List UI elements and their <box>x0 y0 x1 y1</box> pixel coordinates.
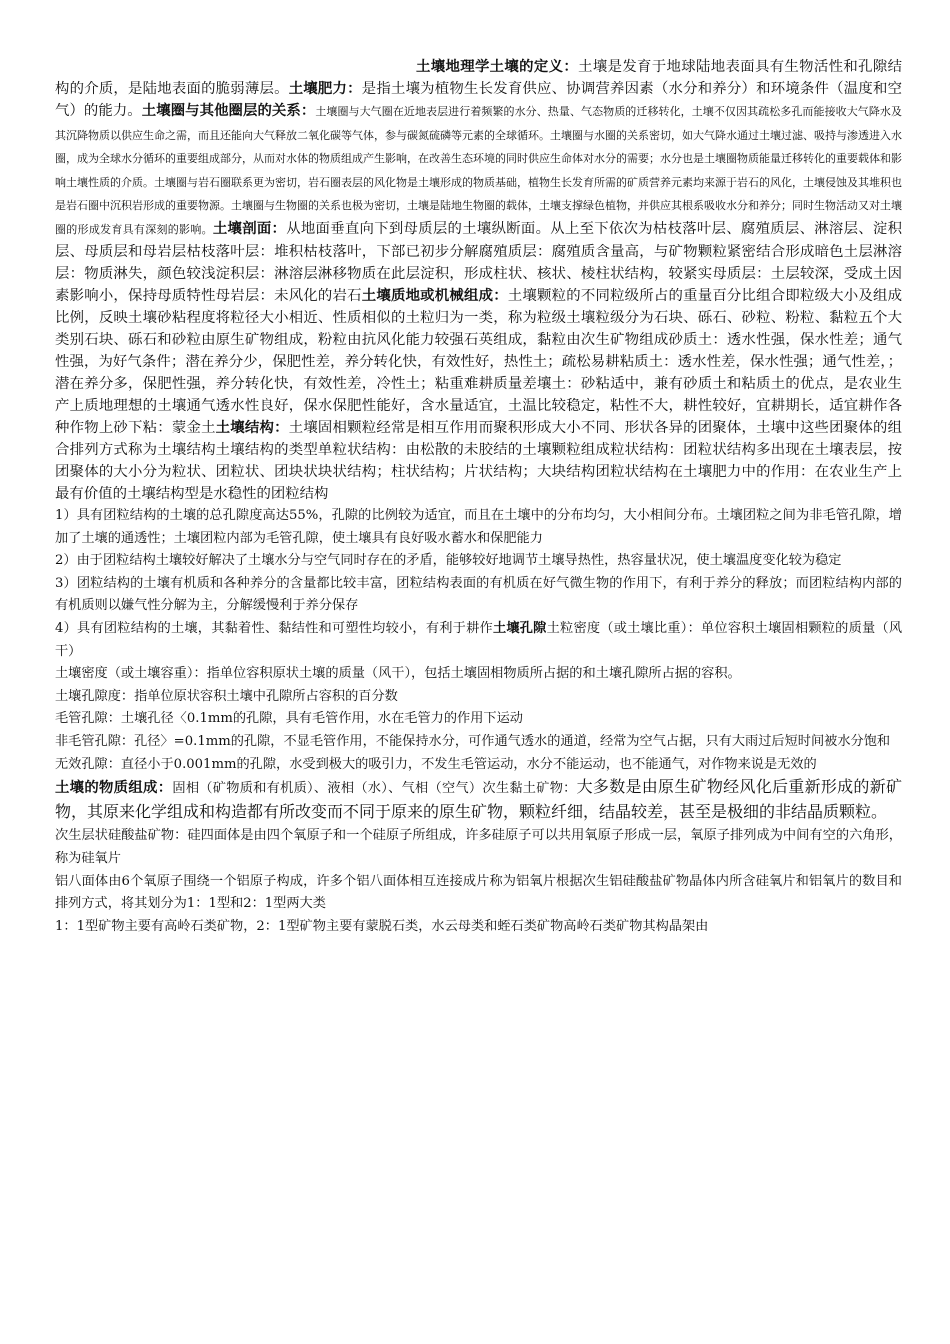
soil-structure-text: 土壤固相颗粒经常是相互作用而聚积形成大小不同、形状各异的团聚体，土壤中这些团聚体的组合排列方式称为土壤结构土壤结构的类型单粒状结构：由松散的未胶结的土壤颗粒组成粒状结构：团粒状结构多出现在土壤表层，按团聚体的大小分为粒状、团粒状、团块状块状结构；柱状结构；片状结构；大块结构团粒状结构在土壤肥力中的作用：在农业生产上最有价值的土壤结构型是水稳性的团粒结构 <box>55 420 902 502</box>
heading-sphere-relations: 土壤圈与其他圈层的关系： <box>141 103 316 119</box>
composition-phases-text: 固相（矿物质和有机质）、液相（水）、气相（空气）次生黏土矿物： <box>172 781 577 797</box>
definition-capillary-pores: 毛管孔隙：土壤孔径〈0.1mm的孔隙，具有毛管作用，水在毛管力的作用下运动 <box>55 711 523 727</box>
silicate-minerals-paragraph: 次生层状硅酸盐矿物：硅四面体是由四个氧原子和一个硅原子所组成，许多硅原子可以共用氧原子形成一层，氧原子排列成为中间有空的六角形，称为硅氧片 <box>55 828 902 866</box>
soil-profile-text: 从地面垂直向下到母质层的土壤纵断面。从上至下依次为枯枝落叶层、腐殖质层、淋溶层、淀积层、母质层和母岩层枯枝落叶层：堆积枯枝落叶，下部已初步分解腐殖质层：腐殖质含量高，与矿物颗粒紧密结合形成暗色土层淋溶层：物质淋失，颜色较浅淀积层：淋溶层淋移物质在此层淀积，形成柱状、核状、棱柱状结构，较紧实母质层：土层较深，受成土因素影响小，保持母质特性母岩层：未风化的岩石 <box>55 220 902 304</box>
definition-porosity: 土壤孔隙度：指单位原状容积土壤中孔隙所占容积的百分数 <box>55 688 398 704</box>
aluminum-octahedron-paragraph: 铝八面体由6个氧原子围绕一个铝原子构成，许多个铝八面体相互连接成片称为铝氧片根据次生铝硅酸盐矿物晶体内所含硅氧片和铝氧片的数目和排列方式，将其划分为1：1型和2：1型两大类 <box>55 873 902 912</box>
list-item-3: 3）团粒结构的土壤有机质和各种养分的含量都比较丰富，团粒结构表面的有机质在好气微生物的作用下，有利于养分的释放；而团粒结构内部的有机质则以嫌气性分解为主，分解缓慢利于养分保存 <box>55 575 902 614</box>
particle-density-text: 土粒密度（或土壤比重）：单位容积土壤固相颗粒的质量（风干） <box>55 620 903 659</box>
heading-soil-structure: 土壤结构： <box>215 420 289 436</box>
list-item-4 <box>55 618 902 663</box>
intro-paragraph <box>55 56 902 505</box>
list-item-2: 2）由于团粒结构土壤较好解决了土壤水分与空气同时存在的矛盾，能够较好地调节土壤导热性，热容量状况，使土壤温度变化较为稳定 <box>55 553 842 569</box>
definition-invalid-pores: 无效孔隙：直径小于0.001mm的孔隙，水受到极大的吸引力，不发生毛管运动，水分不能运动，也不能通气，对作物来说是无效的 <box>55 756 817 772</box>
definition-bulk-density: 土壤密度（或土壤容重）：指单位容积原状土壤的质量（风干），包括土壤固相物质所占据的和土壤孔隙所占据的容积。 <box>55 666 741 682</box>
heading-soil-profile: 土壤剖面： <box>212 220 287 237</box>
heading-soil-definition: 土壤地理学土壤的定义： <box>416 59 579 75</box>
composition-paragraph <box>55 776 902 825</box>
heading-soil-texture: 土壤质地或机械组成： <box>361 288 508 304</box>
sphere-relations-text: 土壤圈与大气圈在近地表层进行着频繁的水分、热量、气态物质的迁移转化，土壤不仅因其疏松多孔而能接收大气降水及其沉降物质以供应生命之需，而且还能向大气释放二氧化碳等气体，参与碳氮硫磷等元素的全球循环。土壤圈与水圈的关系密切，如大气降水通过土壤过滤、吸持与渗透进入水圈，成为全球水分循环的重要组成部分，从而对水体的物质组成产生影响，在改善生态环境的同时供应生命体对水分的需要；水分也是土壤圈物质能量迁移转化的重要载体和影响土壤性质的介质。土壤圈与岩石圈联系更为密切，岩石圈表层的风化物是土壤形成的物质基础，植物生长发育所需的矿质营养元素均来源于岩石的风化，土壤侵蚀及其堆积也是岩石圈中沉积岩形成的重要物源。土壤圈与生物圈的关系也极为密切，土壤是陆地生物圈的载体，土壤支撑绿色植物，并供应其根系吸收水分和养分；同时生物活动又对土壤圈的形成发育具有深刻的影响。 <box>55 105 902 236</box>
list-item-1: 1）具有团粒结构的土壤的总孔隙度高达55%，孔隙的比例较为适宜，而且在土壤中的分布均匀，大小相间分布。土壤团粒之间为非毛管孔隙，增加了土壤的通透性；土壤团粒内部为毛管孔隙，使土壤具有良好吸水蓄水和保肥能力 <box>55 508 902 546</box>
heading-soil-pores: 土壤孔隙 <box>492 620 547 636</box>
soil-definition-text: 土壤是发育于地球陆地表面具有生物活性和孔隙结构的介质，是陆地表面的脆弱薄层。 <box>55 59 902 97</box>
list-item-4-text: 4）具有团粒结构的土壤，其黏着性、黏结性和可塑性均较小，有利于耕作 <box>55 620 493 636</box>
mineral-types-paragraph: 1：1型矿物主要有高岭石类矿物，2：1型矿物主要有蒙脱石类，水云母类和蛭石类矿物高岭石类矿物其构晶架由 <box>55 918 709 934</box>
soil-texture-text: 土壤颗粒的不同粒级所占的重量百分比组合即粒级大小及组成比例，反映土壤砂粘程度将粒径大小相近、性质相似的土粒归为一类，称为粒级土壤粒级分为石块、砾石、砂粒、粉粒、黏粒五个大类别石块、砾石和砂粒由原生矿物组成，粉粒由抗风化能力较强石英组成，黏粒由次生矿物组成砂质土：透水性强，保水性差；通气性强，为好气条件；潜在养分少，保肥性差，养分转化快，有效性好，热性土；疏松易耕粘质土：透水性差，保水性强；通气性差，；潜在养分多，保肥性强，养分转化快，有效性差，冷性土；粘重难耕质量差壤土：砂粘适中，兼有砂质土和粘质土的优点，是农业生产上质地理想的土壤通气透水性良好，保水保肥性能好，含水量适宜，土温比较稳定，粘性不大，耕性较好，宜耕期长，适宜耕作各种作物上砂下粘：蒙金土 <box>55 288 902 436</box>
definition-non-capillary-pores: 非毛管孔隙：孔径〉=0.1mm的孔隙，不显毛管作用，不能保持水分，可作通气透水的通道，经常为空气占据，只有大雨过后短时间被水分饱和 <box>55 733 891 749</box>
soil-fertility-text: 是指土壤为植物生长发育供应、协调营养因素（水分和养分）和环境条件（温度和空气）的能力。 <box>55 81 902 119</box>
heading-soil-fertility: 土壤肥力： <box>288 81 362 97</box>
heading-soil-composition: 土壤的物质组成： <box>55 780 173 797</box>
secondary-clay-minerals-text: 大多数是由原生矿物经风化后重新形成的新矿物，其原来化学组成和构造都有所改变而不同于原来的原生矿物，颗粒纤细，结晶较差，甚至是极细的非结晶质颗粒。 <box>55 777 902 821</box>
